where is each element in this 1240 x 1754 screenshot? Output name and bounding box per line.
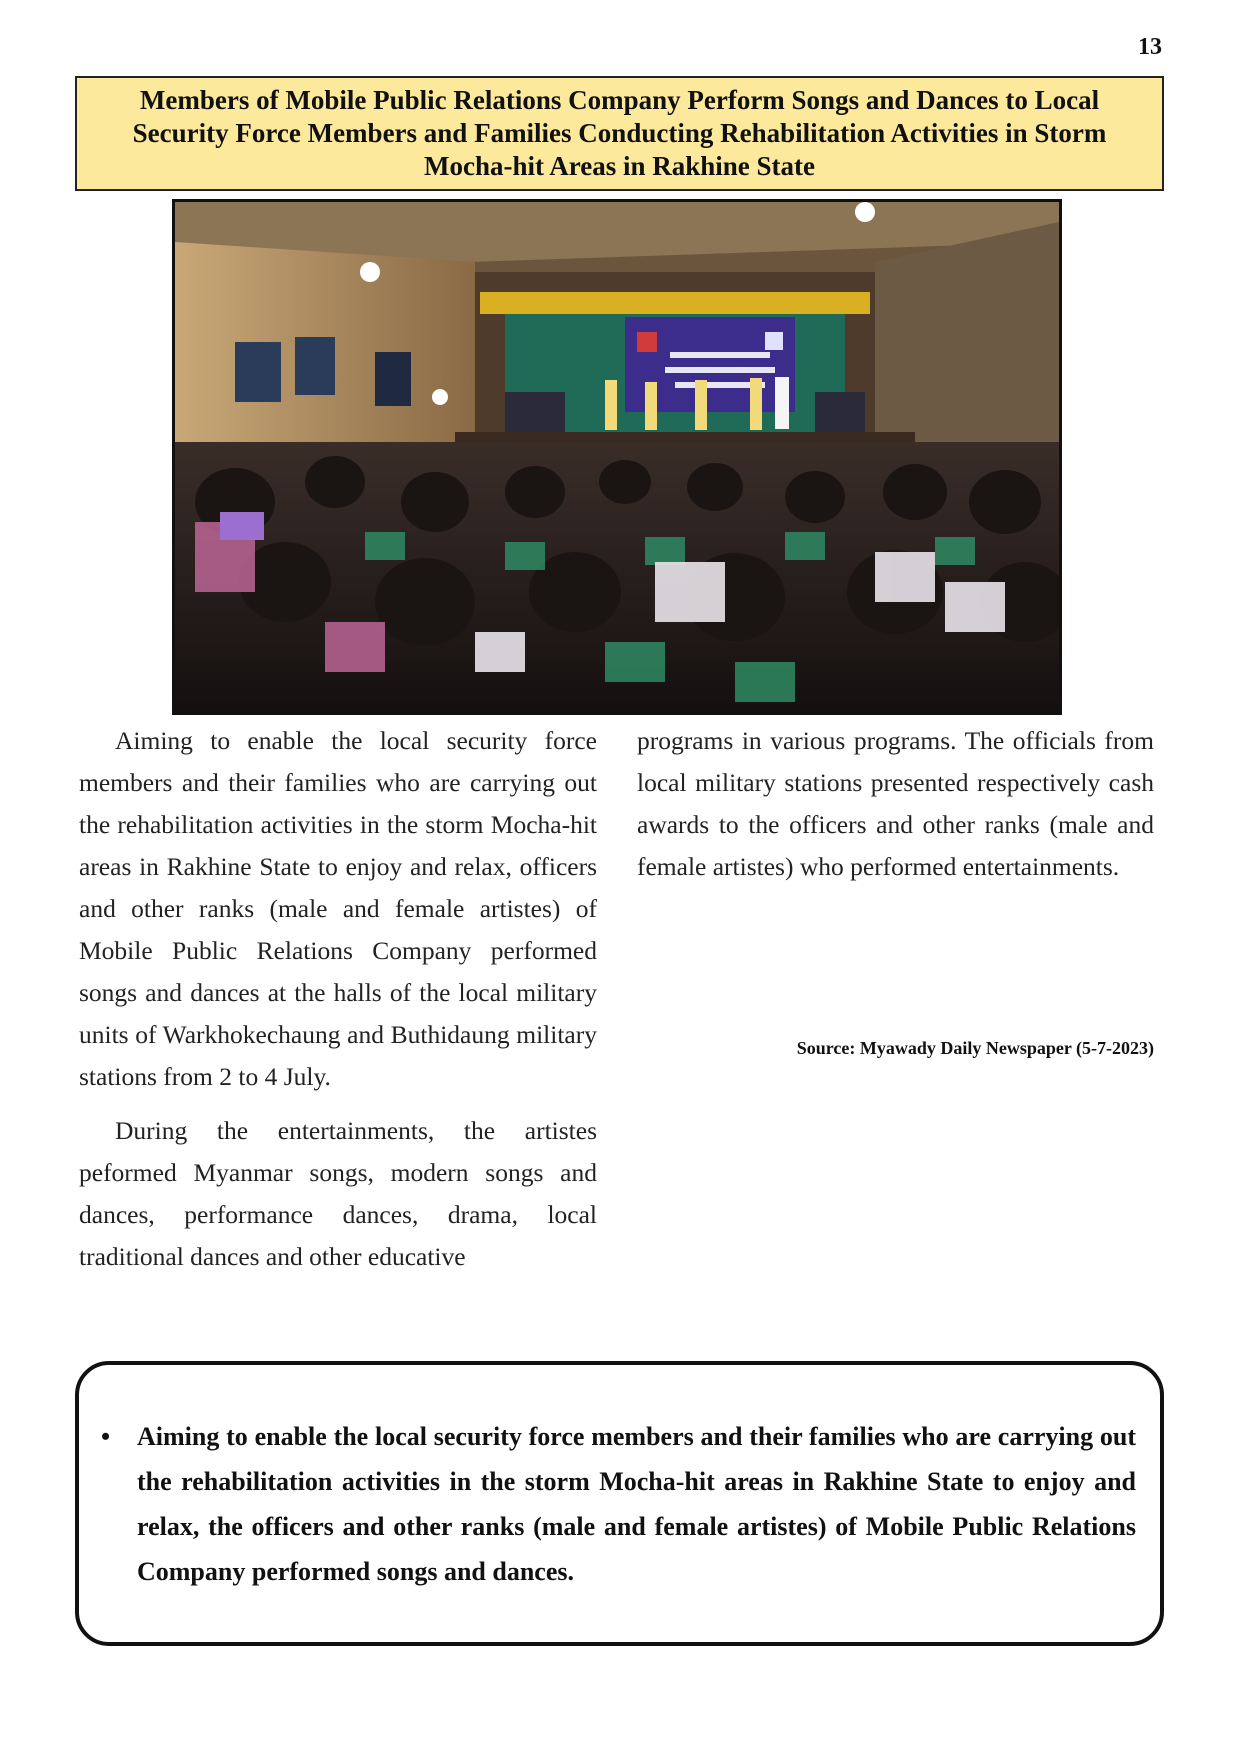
article-body-right-column	[637, 720, 1154, 888]
article-body-left-column	[79, 720, 597, 1278]
summary-list	[101, 1414, 1136, 1594]
summary-item	[101, 1414, 1136, 1594]
summary-text: Aiming to enable the local security force members and their families who are carrying out the rehabilitation activities in the storm Mocha-hit areas in Rakhine State to enjoy and relax, the officers and other ranks (male and female artistes) of Mobile Public Relations Company performed songs and dances.	[137, 1421, 1136, 1586]
body-paragraph: During the entertainments, the artistes peformed Myanmar songs, modern songs and dances, performance dances, drama, local traditional dances and other educative	[79, 1116, 597, 1271]
source-citation: Source: Myawady Daily Newspaper (5-7-2023)	[796, 1038, 1154, 1058]
body-paragraph: programs in various programs. The officials from local military stations presented respectively cash awards to the officers and other ranks (male and female artistes) who performed entertainments.	[637, 726, 1154, 881]
article-photo	[172, 199, 1062, 715]
bullet-icon: •	[101, 1421, 111, 1451]
article-title: Members of Mobile Public Relations Company Perform Songs and Dances to Local Security Force Members and Families Conducting Rehabilitation Activities in Storm Mocha-hit Areas in Rakhine State	[75, 76, 1164, 191]
summary-box	[75, 1361, 1164, 1646]
stage-performance-photo-icon	[175, 202, 1059, 712]
page-number: 13	[1138, 34, 1162, 60]
body-paragraph: Aiming to enable the local security force members and their families who are carrying out the rehabilitation activities in the storm Mocha-hit areas in Rakhine State to enjoy and relax, officers and other ranks (male and female artistes) of Mobile Public Relations Company performed songs and dances at the halls of the local military units of Warkhokechaung and Buthidaung military stations from 2 to 4 July.	[79, 726, 597, 1091]
